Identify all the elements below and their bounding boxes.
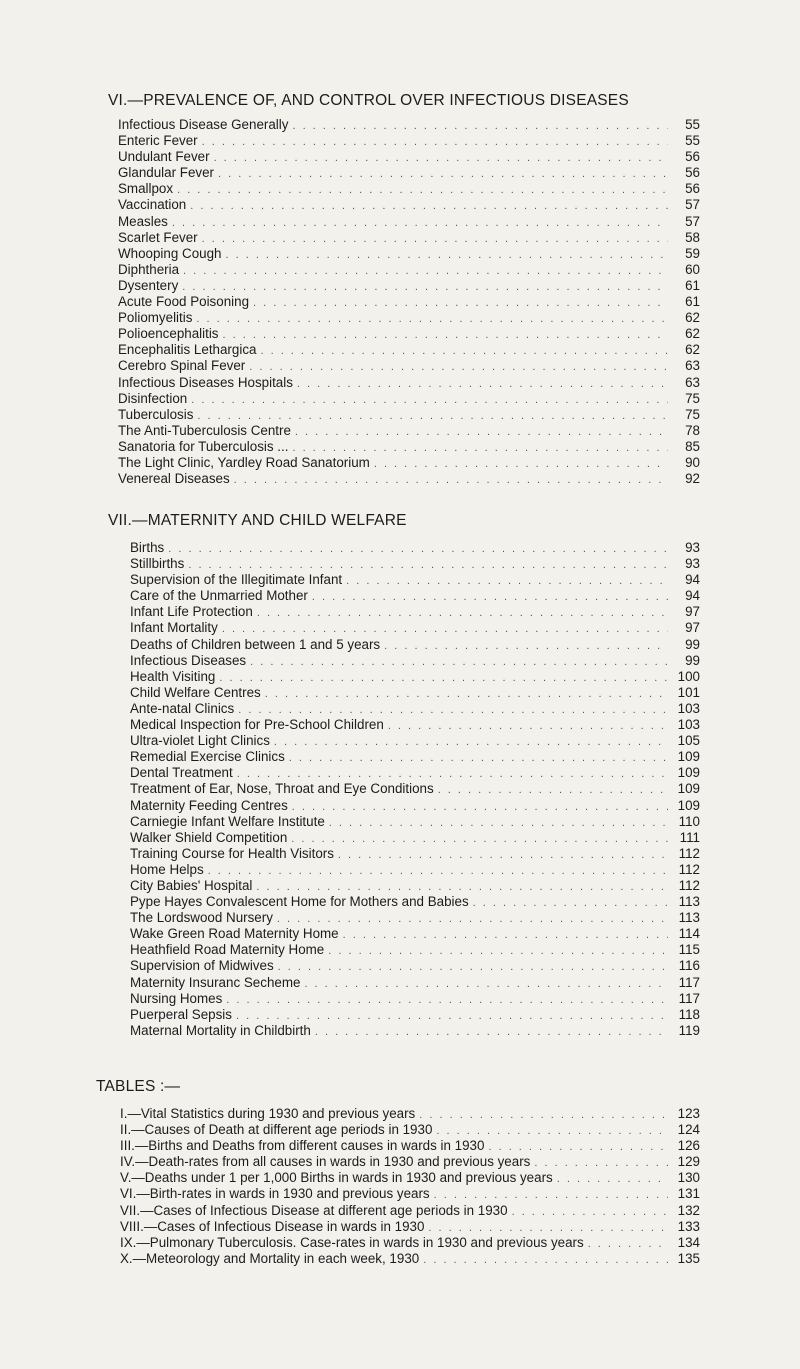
dot-leader — [234, 472, 668, 488]
entry-page-number: 113 — [678, 894, 700, 910]
contents-entry — [118, 423, 700, 439]
entry-label: Care of the Unmarried Mother — [130, 588, 308, 604]
entry-page-number: 97 — [685, 604, 700, 620]
entry-page-number: 62 — [685, 310, 700, 326]
dot-leader — [557, 1171, 668, 1187]
entry-page-number: 56 — [685, 181, 700, 197]
entry-page-number: 56 — [685, 165, 700, 181]
dot-leader — [256, 879, 668, 895]
entry-page-number: 94 — [685, 588, 700, 604]
dot-leader — [277, 911, 668, 927]
entry-label: Medical Inspection for Pre-School Children — [130, 717, 384, 733]
entry-page-number: 63 — [685, 358, 700, 374]
dot-leader — [219, 670, 668, 686]
dot-leader — [249, 359, 668, 375]
contents-entry — [130, 588, 700, 604]
contents-entry — [130, 798, 700, 814]
entry-page-number: 111 — [679, 829, 700, 845]
contents-entry — [120, 1219, 700, 1235]
contents-entry — [118, 149, 700, 165]
entry-label: II.—Causes of Death at different age periods in 1930 — [120, 1122, 433, 1138]
contents-entry — [118, 294, 700, 310]
entry-page-number: 130 — [677, 1170, 700, 1186]
entry-page-number: 135 — [677, 1250, 700, 1266]
entry-label: Dysentery — [118, 277, 179, 293]
contents-entry — [120, 1122, 700, 1138]
entry-page-number: 116 — [678, 958, 700, 974]
entry-page-number: 97 — [685, 620, 700, 636]
contents-entry — [118, 133, 700, 149]
contents-entry — [118, 214, 700, 230]
contents-entry — [130, 717, 700, 733]
dot-leader — [226, 992, 668, 1008]
entry-page-number: 75 — [685, 390, 700, 406]
dot-leader — [346, 573, 668, 589]
contents-entry — [130, 814, 700, 830]
contents-entry — [130, 1023, 700, 1039]
dot-leader — [208, 863, 668, 879]
dot-leader — [438, 782, 668, 798]
entry-page-number: 119 — [678, 1022, 700, 1038]
dot-leader — [214, 150, 668, 166]
contents-entry — [118, 342, 700, 358]
entry-page-number: 110 — [678, 813, 700, 829]
dot-leader — [428, 1220, 668, 1236]
entry-page-number: 62 — [685, 326, 700, 342]
entry-page-number: 100 — [677, 668, 700, 684]
entry-page-number: 112 — [678, 861, 700, 877]
contents-entry — [130, 765, 700, 781]
entry-label: Vaccination — [118, 197, 187, 213]
contents-entry — [118, 375, 700, 391]
dot-leader — [168, 541, 668, 557]
entry-page-number: 112 — [678, 845, 700, 861]
entry-label: Deaths of Children between 1 and 5 years — [130, 636, 381, 652]
entry-label: City Babies' Hospital — [130, 877, 253, 893]
contents-entry — [130, 1007, 700, 1023]
dot-leader — [473, 895, 668, 911]
contents-entry — [118, 439, 700, 455]
contents-entry — [120, 1106, 700, 1122]
entry-page-number: 92 — [685, 471, 700, 487]
dot-leader — [343, 927, 668, 943]
dot-leader — [202, 231, 668, 247]
dot-leader — [512, 1204, 668, 1220]
dot-leader — [260, 343, 668, 359]
entry-label: The Lordswood Nursery — [130, 910, 273, 926]
section-title-maternity-child-welfare: VII.—MATERNITY AND CHILD WELFARE — [108, 512, 407, 529]
entry-label: Maternal Mortality in Childbirth — [130, 1022, 311, 1038]
contents-entry — [130, 958, 700, 974]
entry-page-number: 109 — [677, 765, 700, 781]
entry-label: Supervision of Midwives — [130, 958, 274, 974]
contents-entry — [130, 781, 700, 797]
entry-label: Enteric Fever — [118, 133, 198, 149]
contents-entry — [120, 1138, 700, 1154]
entry-page-number: 60 — [685, 261, 700, 277]
entry-page-number: 103 — [677, 700, 700, 716]
contents-entry — [130, 733, 700, 749]
entry-page-number: 118 — [678, 1006, 700, 1022]
contents-entry — [130, 926, 700, 942]
entry-label: Infectious Diseases Hospitals — [118, 374, 293, 390]
section-title-tables: TABLES :— — [96, 1078, 181, 1095]
entry-label: Treatment of Ear, Nose, Throat and Eye Conditions — [130, 781, 434, 797]
dot-leader — [338, 847, 668, 863]
contents-entry — [118, 455, 700, 471]
entry-page-number: 109 — [677, 781, 700, 797]
entry-page-number: 114 — [678, 926, 700, 942]
dot-leader — [182, 279, 668, 295]
entry-label: Births — [130, 540, 165, 555]
contents-list-tables — [120, 1106, 700, 1267]
contents-entry — [118, 230, 700, 246]
section-title-infectious-diseases: VI.—PREVALENCE OF, AND CONTROL OVER INFECTIOUS DISEASES — [108, 92, 629, 109]
contents-entry — [118, 326, 700, 342]
entry-page-number: 117 — [678, 974, 700, 990]
contents-entry — [130, 556, 700, 572]
entry-page-number: 103 — [677, 717, 700, 733]
entry-page-number: 61 — [685, 294, 700, 310]
entry-page-number: 94 — [685, 572, 700, 588]
contents-entry — [118, 310, 700, 326]
entry-label: Walker Shield Competition — [130, 829, 288, 845]
contents-entry — [130, 749, 700, 765]
entry-label: Infant Mortality — [130, 620, 218, 636]
entry-page-number: 62 — [685, 342, 700, 358]
dot-leader — [183, 263, 668, 279]
entry-page-number: 109 — [677, 797, 700, 813]
entry-label: Poliomyelitis — [118, 310, 193, 326]
entry-label: Disinfection — [118, 390, 188, 406]
entry-label: Ante-natal Clinics — [130, 700, 235, 716]
entry-page-number: 99 — [685, 636, 700, 652]
dot-leader — [329, 815, 668, 831]
dot-leader — [588, 1236, 668, 1252]
dot-leader — [197, 408, 668, 424]
dot-leader — [423, 1252, 668, 1268]
entry-label: Scarlet Fever — [118, 229, 198, 245]
dot-leader — [172, 215, 668, 231]
entry-label: Polioencephalitis — [118, 326, 219, 342]
entry-label: Remedial Exercise Clinics — [130, 749, 285, 765]
dot-leader — [218, 166, 668, 182]
entry-label: V.—Deaths under 1 per 1,000 Births in wards in 1930 and previous years — [120, 1170, 553, 1186]
entry-label: Heathfield Road Maternity Home — [130, 942, 325, 958]
dot-leader — [202, 134, 668, 150]
contents-entry — [130, 991, 700, 1007]
entry-label: Maternity Insuranc Sechemе — [130, 974, 301, 990]
contents-entry — [118, 471, 700, 487]
entry-label: Puerperal Sepsis — [130, 1006, 232, 1022]
contents-entry — [130, 572, 700, 588]
entry-page-number: 131 — [677, 1186, 700, 1202]
dot-leader — [191, 392, 668, 408]
dot-leader — [236, 1008, 668, 1024]
entry-label: VII.—Cases of Infectious Disease at different age periods in 1930 — [120, 1202, 508, 1218]
contents-entry — [130, 653, 700, 669]
dot-leader — [534, 1155, 668, 1171]
entry-label: Nursing Homes — [130, 990, 223, 1006]
dot-leader — [222, 621, 668, 637]
entry-page-number: 93 — [685, 540, 700, 555]
entry-label: Acute Food Poisoning — [118, 294, 250, 310]
contents-entry — [118, 391, 700, 407]
entry-label: The Anti-Tuberculosis Centre — [118, 422, 291, 438]
entry-page-number: 55 — [685, 117, 700, 132]
dot-leader — [291, 831, 668, 847]
entry-page-number: 126 — [677, 1138, 700, 1154]
dot-leader — [289, 750, 668, 766]
contents-entry — [120, 1154, 700, 1170]
entry-label: IX.—Pulmonary Tuberculosis. Case-rates in wards in 1930 and previous years — [120, 1234, 584, 1250]
entry-page-number: 78 — [685, 422, 700, 438]
dot-leader — [315, 1024, 668, 1040]
dot-leader — [312, 589, 668, 605]
entry-page-number: 133 — [677, 1218, 700, 1234]
dot-leader — [304, 976, 668, 992]
dot-leader — [238, 702, 668, 718]
entry-page-number: 101 — [677, 684, 700, 700]
contents-entry — [118, 262, 700, 278]
entry-label: Infectious Disease Generally — [118, 117, 289, 132]
contents-entry — [130, 604, 700, 620]
contents-entry — [130, 669, 700, 685]
contents-entry — [118, 278, 700, 294]
contents-entry — [130, 878, 700, 894]
entry-label: Measles — [118, 213, 168, 229]
dot-leader — [196, 311, 668, 327]
contents-entry — [118, 407, 700, 423]
entry-page-number: 61 — [685, 277, 700, 293]
contents-list-maternity-child-welfare — [130, 540, 700, 1039]
dot-leader — [292, 440, 668, 456]
contents-entry — [130, 830, 700, 846]
dot-leader — [384, 638, 668, 654]
entry-page-number: 75 — [685, 406, 700, 422]
entry-label: Carniegie Infant Welfare Institute — [130, 813, 325, 829]
dot-leader — [295, 424, 668, 440]
entry-label: Wake Green Road Maternity Home — [130, 926, 339, 942]
entry-label: VIII.—Cases of Infectious Disease in wards in 1930 — [120, 1218, 425, 1234]
entry-label: Whooping Cough — [118, 245, 222, 261]
entry-label: Home Helps — [130, 861, 204, 877]
dot-leader — [237, 766, 668, 782]
dot-leader — [188, 557, 668, 573]
contents-entry — [118, 358, 700, 374]
contents-entry — [130, 701, 700, 717]
entry-page-number: 57 — [685, 197, 700, 213]
dot-leader — [297, 376, 668, 392]
entry-page-number: 129 — [677, 1154, 700, 1170]
entry-label: Smallpox — [118, 181, 174, 197]
entry-page-number: 134 — [677, 1234, 700, 1250]
entry-label: III.—Births and Deaths from different causes in wards in 1930 — [120, 1138, 485, 1154]
entry-label: Venereal Diseases — [118, 471, 230, 487]
entry-label: VI.—Birth-rates in wards in 1930 and previous years — [120, 1186, 430, 1202]
dot-leader — [436, 1123, 668, 1139]
entry-page-number: 90 — [685, 454, 700, 470]
contents-entry — [118, 117, 700, 133]
entry-label: Infant Life Protection — [130, 604, 253, 620]
dot-leader — [292, 799, 668, 815]
contents-list-infectious-diseases — [118, 117, 700, 487]
entry-page-number: 56 — [685, 149, 700, 165]
entry-page-number: 109 — [677, 749, 700, 765]
dot-leader — [292, 118, 668, 134]
contents-entry — [120, 1251, 700, 1267]
contents-entry — [120, 1186, 700, 1202]
entry-label: Child Welfare Centres — [130, 684, 261, 700]
dot-leader — [434, 1187, 668, 1203]
dot-leader — [253, 295, 668, 311]
contents-entry — [130, 910, 700, 926]
entry-label: Maternity Feeding Centres — [130, 797, 288, 813]
contents-entry — [130, 894, 700, 910]
dot-leader — [190, 198, 668, 214]
entry-label: X.—Meteorology and Mortality in each week, 1930 — [120, 1250, 420, 1266]
entry-page-number: 132 — [677, 1202, 700, 1218]
contents-entry — [130, 637, 700, 653]
entry-label: Stillbirths — [130, 556, 185, 572]
entry-page-number: 113 — [678, 910, 700, 926]
entry-label: I.—Vital Statistics during 1930 and previous years — [120, 1106, 416, 1121]
contents-entry — [130, 942, 700, 958]
dot-leader — [419, 1107, 668, 1123]
entry-label: Training Course for Health Visitors — [130, 845, 334, 861]
dot-leader — [328, 943, 668, 959]
dot-leader — [265, 686, 668, 702]
entry-page-number: 59 — [685, 245, 700, 261]
contents-entry — [130, 862, 700, 878]
contents-entry — [130, 685, 700, 701]
entry-page-number: 123 — [677, 1106, 700, 1121]
entry-label: Tuberculosis — [118, 406, 194, 422]
entry-label: The Light Clinic, Yardley Road Sanatorium — [118, 454, 370, 470]
entry-page-number: 93 — [685, 556, 700, 572]
contents-entry — [118, 246, 700, 262]
entry-label: Health Visiting — [130, 668, 216, 684]
contents-entry — [120, 1170, 700, 1186]
entry-page-number: 57 — [685, 213, 700, 229]
contents-entry — [118, 181, 700, 197]
entry-label: Glandular Fever — [118, 165, 215, 181]
contents-entry — [130, 846, 700, 862]
entry-label: Dental Treatment — [130, 765, 233, 781]
entry-label: Ultra-violet Light Clinics — [130, 733, 270, 749]
contents-entry — [118, 165, 700, 181]
contents-entry — [120, 1235, 700, 1251]
dot-leader — [278, 959, 668, 975]
entry-page-number: 99 — [685, 652, 700, 668]
entry-page-number: 55 — [685, 133, 700, 149]
entry-label: IV.—Death-rates from all causes in wards in 1930 and previous years — [120, 1154, 531, 1170]
entry-label: Sanatoria for Tuberculosis ... — [118, 438, 289, 454]
entry-page-number: 115 — [678, 942, 700, 958]
dot-leader — [488, 1139, 668, 1155]
dot-leader — [257, 605, 668, 621]
entry-page-number: 58 — [685, 229, 700, 245]
dot-leader — [250, 654, 668, 670]
dot-leader — [177, 182, 668, 198]
entry-label: Undulant Fever — [118, 149, 210, 165]
entry-page-number: 105 — [677, 733, 700, 749]
contents-entry — [130, 620, 700, 636]
entry-page-number: 85 — [685, 438, 700, 454]
entry-label: Infectious Diseases — [130, 652, 247, 668]
dot-leader — [388, 718, 668, 734]
dot-leader — [225, 247, 668, 263]
entry-page-number: 117 — [678, 990, 700, 1006]
entry-label: Pype Hayes Convalescent Home for Mothers and Babies — [130, 894, 469, 910]
entry-label: Supervision of the Illegitimate Infant — [130, 572, 343, 588]
entry-label: Diphtheria — [118, 261, 180, 277]
contents-entry — [118, 197, 700, 213]
contents-entry — [130, 975, 700, 991]
entry-page-number: 112 — [678, 877, 700, 893]
dot-leader — [374, 456, 668, 472]
entry-label: Encephalitis Lethargica — [118, 342, 257, 358]
contents-entry — [130, 540, 700, 556]
contents-entry — [120, 1203, 700, 1219]
entry-page-number: 124 — [677, 1122, 700, 1138]
entry-label: Cerebro Spinal Fever — [118, 358, 246, 374]
dot-leader — [223, 327, 669, 343]
dot-leader — [274, 734, 668, 750]
entry-page-number: 63 — [685, 374, 700, 390]
